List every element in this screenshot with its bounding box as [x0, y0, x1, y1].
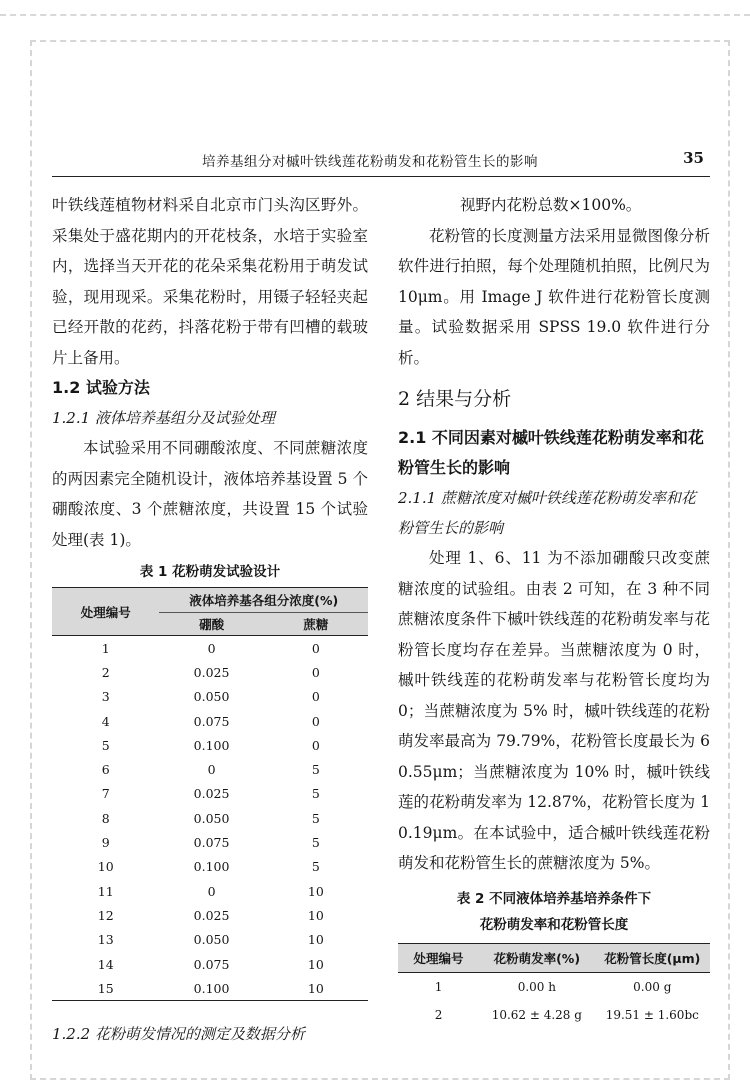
table-row [52, 855, 368, 879]
table-cell: 0 [311, 713, 320, 729]
table-cell: 3 [101, 689, 110, 705]
table-cell: 10 [307, 932, 324, 948]
section-heading-1-2: 1.2 试验方法 [52, 378, 150, 397]
table-cell: 0.100 [193, 859, 230, 875]
table-cell: 6 [101, 762, 110, 778]
table2-header-id: 处理编号 [398, 943, 479, 972]
table2-header-length: 花粉管长度(μm) [595, 943, 710, 972]
table-cell: 0.025 [193, 664, 230, 680]
page-number: 35 [683, 149, 704, 167]
table-row [52, 660, 368, 684]
table-cell: 0 [207, 762, 216, 778]
table-cell: 0.100 [193, 980, 230, 996]
table-cell: 8 [101, 810, 110, 826]
table-cell: 0 [207, 640, 216, 656]
table1-header-boric: 硼酸 [159, 613, 263, 636]
right-column [398, 190, 710, 1029]
table-cell: 5 [101, 737, 110, 753]
table-cell: 0.050 [193, 932, 230, 948]
table1-caption: 表 1 花粉萌发试验设计 [139, 564, 281, 580]
running-header [52, 146, 710, 177]
header-title: 培养基组分对槭叶铁线莲花粉萌发和花粉管生长的影响 [202, 154, 538, 170]
table-cell: 0.075 [193, 835, 230, 851]
table-cell: 10.62 ± 4.28 g [491, 1007, 582, 1022]
table-cell: 0 [311, 737, 320, 753]
table-cell: 10 [307, 956, 324, 972]
section-heading-2-1: 2.1 不同因素对槭叶铁线莲花粉萌发率和花粉管生长的影响 [398, 428, 704, 477]
subsection-heading-1-2-1: 1.2.1 液体培养基组分及试验处理 [52, 409, 275, 427]
table2-header-rate: 花粉萌发率(%) [479, 943, 594, 972]
table1 [52, 587, 368, 1001]
table-row [52, 903, 368, 927]
table-cell: 0.100 [193, 737, 230, 753]
table-cell: 19.51 ± 1.60bc [605, 1007, 699, 1022]
table1-header-id: 处理编号 [52, 588, 159, 636]
table-cell: 0.075 [193, 713, 230, 729]
table-cell: 13 [97, 932, 114, 948]
table-row [52, 952, 368, 976]
table-cell: 2 [101, 664, 110, 680]
table-cell: 5 [311, 810, 320, 826]
table-cell: 0 [207, 883, 216, 899]
table-cell: 0.050 [193, 689, 230, 705]
table-cell: 0.050 [193, 810, 230, 826]
table-cell: 2 [434, 1007, 443, 1022]
paragraph: 花粉管的长度测量方法采用显微图像分析软件进行拍照，每个处理随机拍照，比例尺为 10μm。用 Image J 软件进行花粉管长度测量。试验数据采用 SPSS 19.0 软件进行分析。 [398, 226, 710, 367]
table-cell: 15 [97, 980, 114, 996]
paragraph: 处理 1、6、11 为不添加硼酸只改变蔗糖浓度的试验组。由表 2 可知，在 3 种不同蔗糖浓度条件下槭叶铁线莲的花粉萌发率与花粉管长度均存在差异。当蔗糖浓度为 0 时，槭叶铁线莲的花粉萌发率与花粉管长度均为 0；当蔗糖浓度为 5% 时，槭叶铁线莲的花粉萌发率最高为 79.79%，花粉管长度最长为 60.55μm；当蔗糖浓度为 10% 时，槭叶铁线莲的花粉萌发率为 12.87%，花粉管长度为 10.19μm。在本试验中，适合槭叶铁线莲花粉萌发和花粉管生长的蔗糖浓度为 5%。 [398, 549, 710, 872]
table-cell: 0 [311, 689, 320, 705]
paragraph: 本试验采用不同硼酸浓度、不同蔗糖浓度的两因素完全随机设计，液体培养基设置 5 个硼酸浓度、3 个蔗糖浓度，共设置 15 个试验处理(表 1)。 [52, 439, 368, 549]
paragraph-continuation: 视野内花粉总数×100%。 [460, 196, 642, 214]
table1-header-group: 液体培养基各组分浓度(%) [159, 588, 368, 613]
table2-caption-line2: 花粉萌发率和花粉管长度 [479, 916, 629, 933]
left-column [52, 190, 368, 1049]
table-cell: 10 [307, 907, 324, 923]
table1-header-sucrose: 蔗糖 [264, 613, 368, 636]
table-row [52, 782, 368, 806]
table-row [52, 806, 368, 830]
section-heading-2: 2 结果与分析 [398, 388, 512, 410]
table2-caption-line1: 表 2 不同液体培养基培养条件下 [456, 890, 652, 907]
table-cell: 0.00 g [633, 979, 672, 994]
table-cell: 1 [434, 979, 443, 994]
table-row [52, 830, 368, 854]
table-row [52, 757, 368, 781]
table-cell: 5 [311, 859, 320, 875]
table-cell: 10 [307, 883, 324, 899]
table-cell: 11 [97, 883, 114, 899]
table-row [52, 733, 368, 757]
table-row [52, 928, 368, 952]
table-cell: 1 [101, 640, 110, 656]
table-row [52, 879, 368, 903]
table-cell: 5 [311, 835, 320, 851]
table-row [52, 685, 368, 709]
table-cell: 5 [311, 786, 320, 802]
table-cell: 9 [101, 835, 110, 851]
table-cell: 4 [101, 713, 110, 729]
table-row [52, 709, 368, 733]
subsection-heading-2-1-1: 2.1.1 蔗糖浓度对槭叶铁线莲花粉萌发率和花粉管生长的影响 [398, 489, 696, 537]
table-cell: 10 [307, 980, 324, 996]
table-row [52, 976, 368, 1001]
table-row [398, 1001, 710, 1029]
table-cell: 0.00 h [517, 979, 556, 994]
table-row [398, 972, 710, 1001]
subsection-heading-1-2-2: 1.2.2 花粉萌发情况的测定及数据分析 [52, 1025, 305, 1044]
table-cell: 0 [311, 664, 320, 680]
table-cell: 12 [97, 907, 114, 923]
paragraph: 叶铁线莲植物材料采自北京市门头沟区野外。采集处于盛花期内的开花枝条，水培于实验室内，选择当天开花的花朵采集花粉用于萌发试验，现用现采。采集花粉时，用镊子轻轻夹起已经开散的花药，抖落花粉于带有凹槽的载玻片上备用。 [52, 196, 368, 367]
table-cell: 0.075 [193, 956, 230, 972]
table-cell: 14 [97, 956, 114, 972]
table2 [398, 943, 710, 1029]
table-cell: 5 [311, 762, 320, 778]
table-cell: 0.025 [193, 907, 230, 923]
top-dashed-line [0, 14, 750, 16]
table-cell: 0.025 [193, 786, 230, 802]
table-row [52, 636, 368, 661]
table-cell: 0 [311, 640, 320, 656]
table-cell: 7 [101, 786, 110, 802]
table-cell: 10 [97, 859, 114, 875]
